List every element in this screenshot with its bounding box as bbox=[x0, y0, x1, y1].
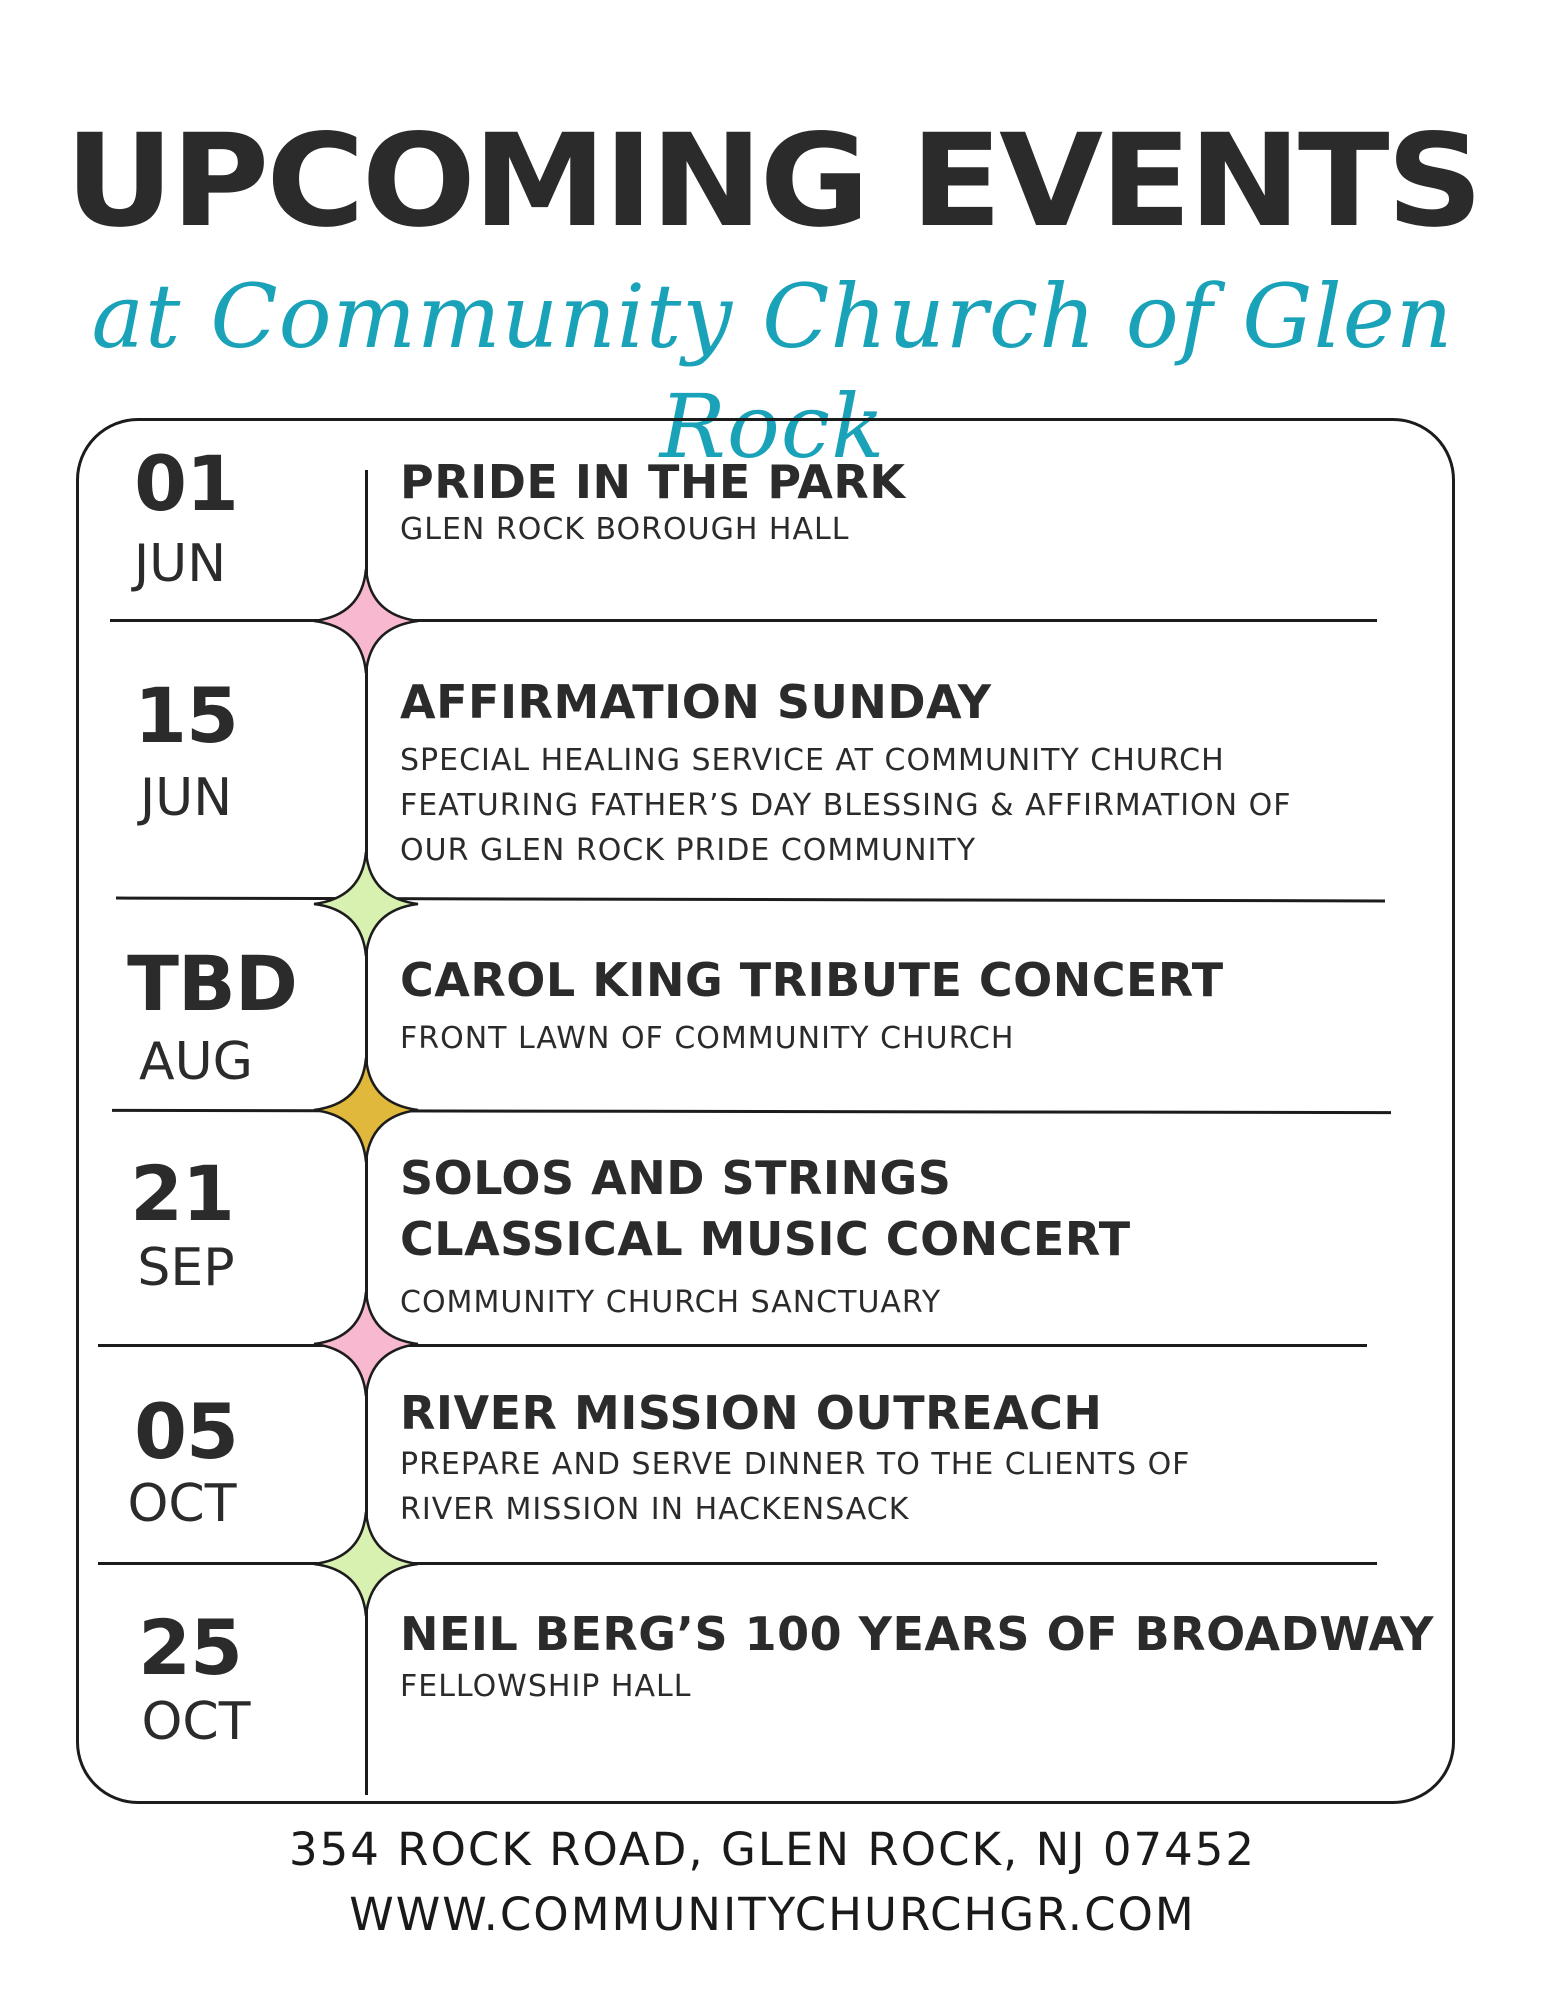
event-title: PRIDE IN THE PARK bbox=[400, 455, 906, 509]
event-description: PREPARE AND SERVE DINNER TO THE CLIENTS OF bbox=[400, 1447, 1191, 1482]
event-month: AUG bbox=[139, 1032, 253, 1092]
event-description: SPECIAL HEALING SERVICE AT COMMUNITY CHURCH bbox=[400, 743, 1225, 778]
event-month: SEP bbox=[137, 1238, 235, 1298]
event-day: 01 bbox=[134, 439, 238, 528]
event-description: FRONT LAWN OF COMMUNITY CHURCH bbox=[400, 1021, 1015, 1056]
event-month: OCT bbox=[141, 1692, 251, 1752]
event-description: RIVER MISSION IN HACKENSACK bbox=[400, 1492, 910, 1527]
footer-address: 354 ROCK ROAD, GLEN ROCK, NJ 07452 bbox=[288, 1823, 1256, 1876]
event-title: RIVER MISSION OUTREACH bbox=[400, 1386, 1103, 1440]
event-day: 05 bbox=[134, 1387, 238, 1476]
page-subtitle: at Community Church of Glen Rock bbox=[91, 265, 1454, 478]
row-separator bbox=[110, 619, 1377, 622]
event-title: NEIL BERG’S 100 YEARS OF BROADWAY bbox=[400, 1607, 1434, 1661]
row-separator bbox=[98, 1562, 1377, 1565]
event-month: JUN bbox=[139, 768, 233, 828]
event-day: TBD bbox=[127, 939, 297, 1028]
event-description: FEATURING FATHER’S DAY BLESSING & AFFIRMATION OF bbox=[400, 788, 1292, 823]
page-title: UPCOMING EVENTS bbox=[64, 107, 1481, 256]
event-title: SOLOS AND STRINGS bbox=[400, 1151, 952, 1205]
event-description: OUR GLEN ROCK PRIDE COMMUNITY bbox=[400, 833, 977, 868]
footer-website[interactable]: WWW.COMMUNITYCHURCHGR.COM bbox=[349, 1888, 1196, 1941]
row-separator bbox=[98, 1344, 1367, 1347]
event-title: CAROL KING TRIBUTE CONCERT bbox=[400, 953, 1224, 1007]
event-month: OCT bbox=[127, 1474, 237, 1534]
event-description: GLEN ROCK BOROUGH HALL bbox=[400, 512, 850, 547]
sparkle-shape bbox=[314, 569, 418, 673]
sparkle-icon bbox=[312, 567, 420, 675]
event-title: AFFIRMATION SUNDAY bbox=[400, 675, 992, 729]
event-description: FELLOWSHIP HALL bbox=[400, 1669, 692, 1704]
event-day: 21 bbox=[130, 1149, 234, 1238]
event-description: COMMUNITY CHURCH SANCTUARY bbox=[400, 1285, 942, 1320]
event-day: 15 bbox=[134, 671, 238, 760]
event-month: JUN bbox=[133, 534, 227, 594]
sparkle-shape bbox=[314, 1058, 418, 1162]
event-title-line-2: CLASSICAL MUSIC CONCERT bbox=[400, 1212, 1131, 1266]
event-day: 25 bbox=[138, 1603, 242, 1692]
